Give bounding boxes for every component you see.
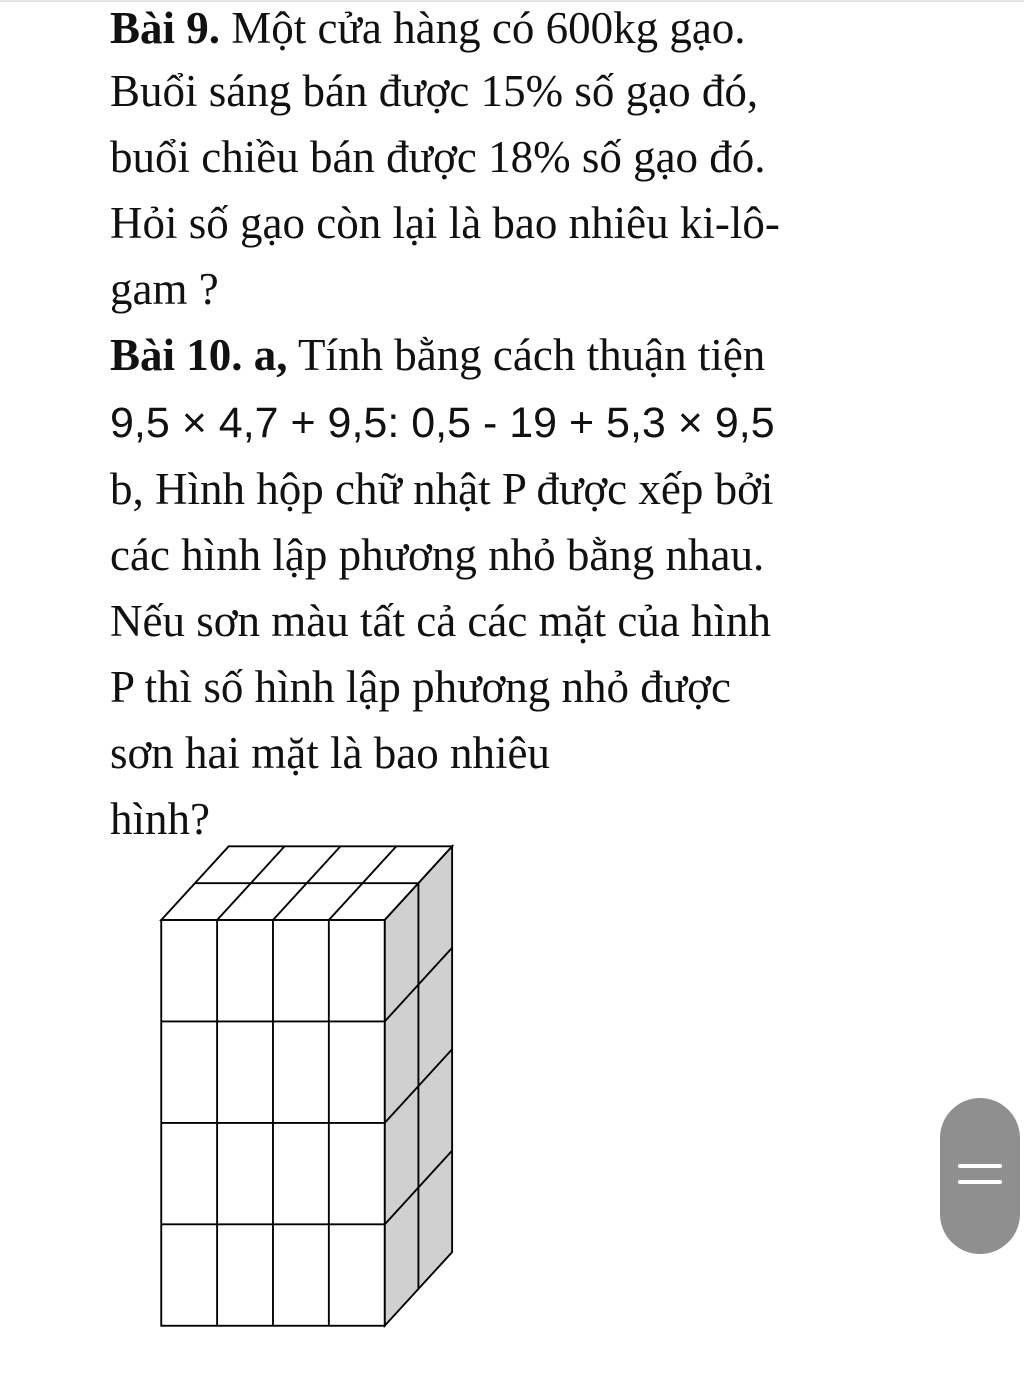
bai9-label: Bài 9.: [110, 3, 221, 53]
bai9-line-3: buổi chiều bán được 18% số gạo đó.: [110, 132, 766, 182]
drag-handle-icon: [958, 1180, 1002, 1184]
bai10-expression: 9,5 × 4,7 + 9,5: 0,5 - 19 + 5,3 × 9,5: [110, 399, 775, 447]
bai10-b-line-2: các hình lập phương nhỏ bằng nhau.: [110, 530, 765, 580]
bai10-b-line-5: sơn hai mặt là bao nhiêu: [110, 728, 550, 778]
drag-handle-icon: [958, 1164, 1002, 1168]
scroll-handle[interactable]: [940, 1098, 1020, 1254]
cuboid-figure: [155, 842, 645, 1332]
bai10-b-line-1: b, Hình hộp chữ nhật P được xếp bởi: [110, 464, 774, 514]
bai9-line-5: gam ?: [110, 264, 219, 314]
bai9-line-2: Buổi sáng bán được 15% số gạo đó,: [110, 66, 759, 116]
cuboid-front-face: [161, 920, 384, 1326]
bai9-line-4: Hỏi số gạo còn lại là bao nhiêu ki-lô-: [110, 198, 780, 248]
bai10-b-line-4: P thì số hình lập phương nhỏ được: [110, 662, 731, 712]
bai10-b-line-3: Nếu sơn màu tất cả các mặt của hình: [110, 596, 772, 646]
bai10-label: Bài 10.: [110, 330, 243, 380]
bai10-b-line-6: hình?: [110, 794, 210, 844]
bai9-line-1: Bài 9. Một cửa hàng có 600kg gạo.: [110, 3, 746, 53]
cuboid-side-face: [385, 846, 452, 1325]
bai10-line-1: Bài 10. a, Tính bằng cách thuận tiện: [110, 330, 766, 380]
